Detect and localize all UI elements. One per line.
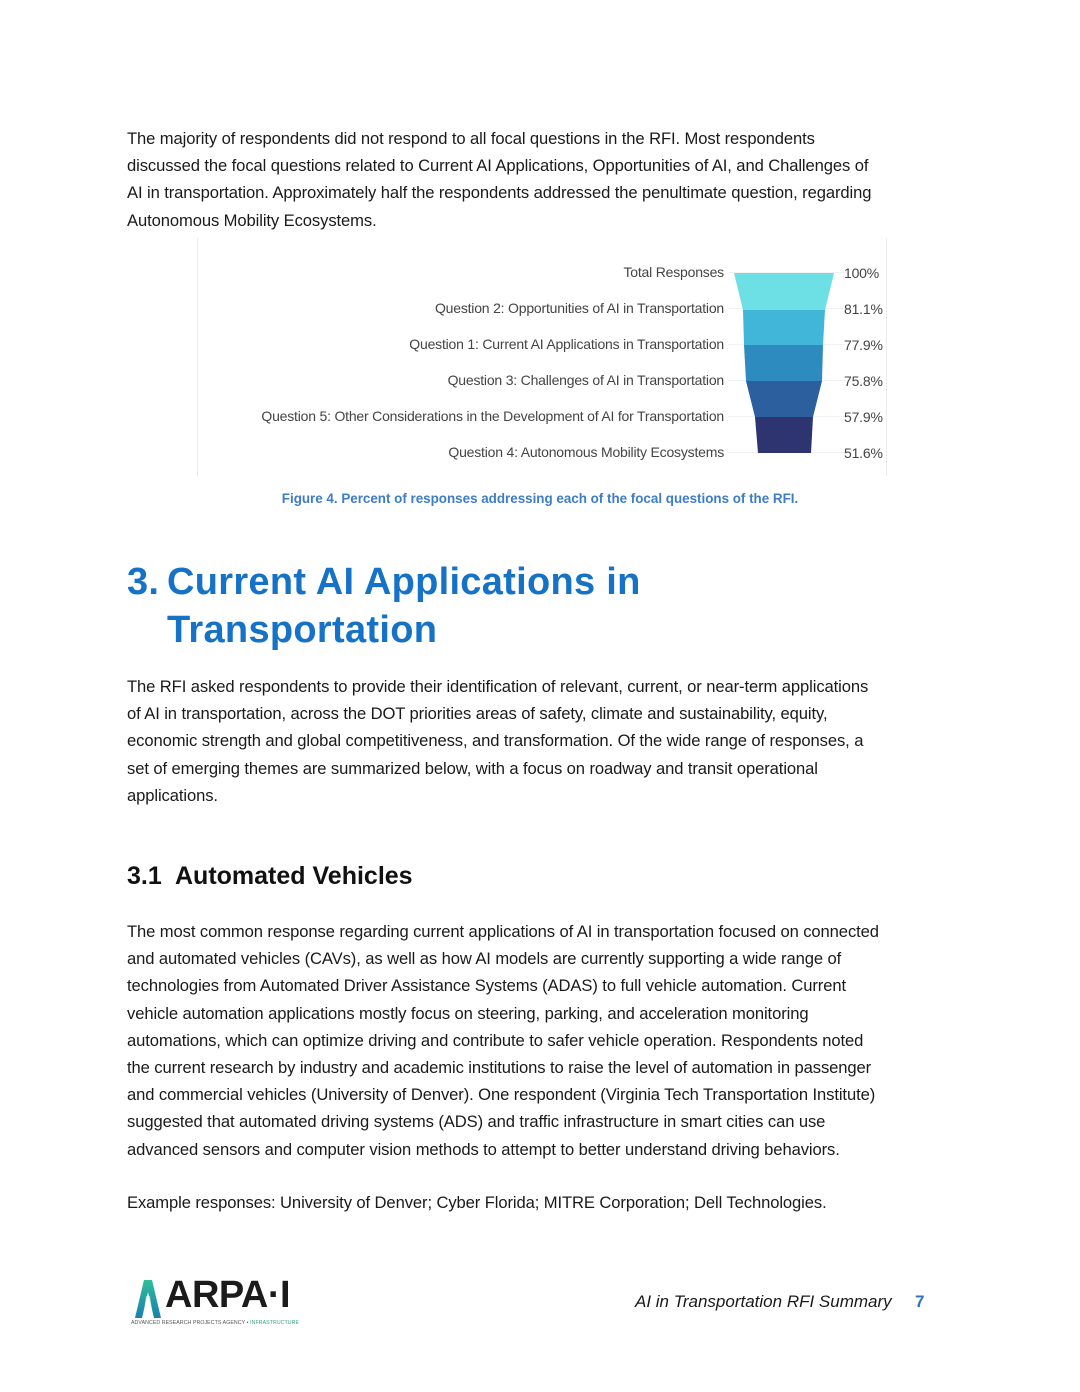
funnel-segment-q1 <box>744 345 823 381</box>
subsection-number: 3.1 <box>127 862 162 890</box>
chart-value: 77.9% <box>844 337 883 353</box>
paragraph-line: and commercial vehicles (University of Denver). One respondent (Virginia Tech Transportation Institute) <box>127 1085 876 1105</box>
figure-caption: Figure 4. Percent of responses addressing each of the focal questions of the RFI. <box>281 491 799 506</box>
arpa-i-logo <box>131 1274 301 1330</box>
section-3-1-heading <box>127 862 413 891</box>
paragraph-line: vehicle automation applications mostly focus on steering, parking, and acceleration monitoring <box>127 1003 809 1023</box>
logo-a-mark-icon <box>133 1280 165 1320</box>
intro-line: Autonomous Mobility Ecosystems. <box>127 210 377 230</box>
section-title-line-1: Current AI Applications in <box>167 561 641 603</box>
paragraph-line: The most common response regarding current applications of AI in transportation focused on connected <box>127 922 879 941</box>
paragraph-line: technologies from Automated Driver Assistance Systems (ADAS) to full vehicle automation. Current <box>127 976 846 996</box>
section-3-1-paragraph <box>127 918 957 1163</box>
section-title-line-2: Transportation <box>167 609 438 651</box>
chart-label: Question 2: Opportunities of AI in Transportation <box>434 300 724 316</box>
funnel-shape <box>198 238 886 476</box>
funnel-segment-q3 <box>746 381 822 417</box>
logo-wordmark: ARPA·I <box>165 1274 291 1316</box>
paragraph-line: The RFI asked respondents to provide their identification of relevant, current, or near-term applications <box>127 677 869 696</box>
funnel-segment-q2 <box>743 310 825 345</box>
intro-line: AI in transportation. Approximately half the respondents addressed the penultimate question, regarding <box>127 183 872 203</box>
paragraph-line: of AI in transportation, across the DOT priorities areas of safety, climate and sustainability, equity, <box>127 704 828 724</box>
chart-label: Total Responses <box>623 264 724 280</box>
subsection-title: Automated Vehicles <box>175 862 413 890</box>
chart-value: 81.1% <box>844 301 883 317</box>
chart-value: 100% <box>844 265 880 281</box>
logo-tagline-text: ADVANCED RESEARCH PROJECTS AGENCY • <box>131 1320 249 1326</box>
chart-label: Question 1: Current AI Applications in Transportation <box>409 336 724 352</box>
chart-label: Question 5: Other Considerations in the Development of AI for Transportation <box>261 408 724 424</box>
page-number: 7 <box>915 1292 925 1311</box>
paragraph-line: applications. <box>127 785 218 805</box>
example-responses-text: Example responses: University of Denver; Cyber Florida; MITRE Corporation; Dell Technologies. <box>127 1193 827 1212</box>
footer-document-title: AI in Transportation RFI Summary <box>635 1292 892 1311</box>
paragraph-line: economic strength and global competitiveness, and transformation. Of the wide range of responses, a <box>127 731 864 751</box>
chart-value: 57.9% <box>844 409 883 425</box>
funnel-segment-total <box>734 273 834 310</box>
section-3-heading <box>127 558 641 654</box>
intro-line: discussed the focal questions related to Current AI Applications, Opportunities of AI, and Challenges of <box>127 156 869 176</box>
chart-label: Question 4: Autonomous Mobility Ecosystems <box>448 444 724 460</box>
paragraph-line: the current research by industry and academic institutions to raise the level of automation in passenger <box>127 1058 872 1078</box>
funnel-chart <box>197 238 887 476</box>
paragraph-line: and automated vehicles (CAVs), as well as how AI models are currently supporting a wide range of <box>127 949 842 969</box>
logo-tagline-accent: INFRASTRUCTURE <box>250 1320 300 1326</box>
chart-value: 51.6% <box>844 445 883 461</box>
paragraph-line: suggested that automated driving systems (ADS) and traffic infrastructure in smart cities can use <box>127 1112 826 1132</box>
paragraph-line: advanced sensors and computer vision methods to attempt to better understand driving behaviors. <box>127 1139 840 1159</box>
funnel-segment-q5 <box>755 417 813 453</box>
paragraph-line: automations, which can optimize driving and contribute to safer vehicle operation. Respondents noted <box>127 1030 864 1050</box>
intro-paragraph <box>127 125 957 234</box>
chart-value: 75.8% <box>844 373 883 389</box>
intro-line: The majority of respondents did not respond to all focal questions in the RFI. Most respondents <box>127 129 815 148</box>
paragraph-line: set of emerging themes are summarized below, with a focus on roadway and transit operational <box>127 758 818 778</box>
chart-label: Question 3: Challenges of AI in Transportation <box>447 372 724 388</box>
section-3-paragraph <box>127 673 957 809</box>
section-number: 3. <box>127 561 160 603</box>
example-responses <box>127 1189 957 1216</box>
logo-tagline <box>131 1320 299 1326</box>
